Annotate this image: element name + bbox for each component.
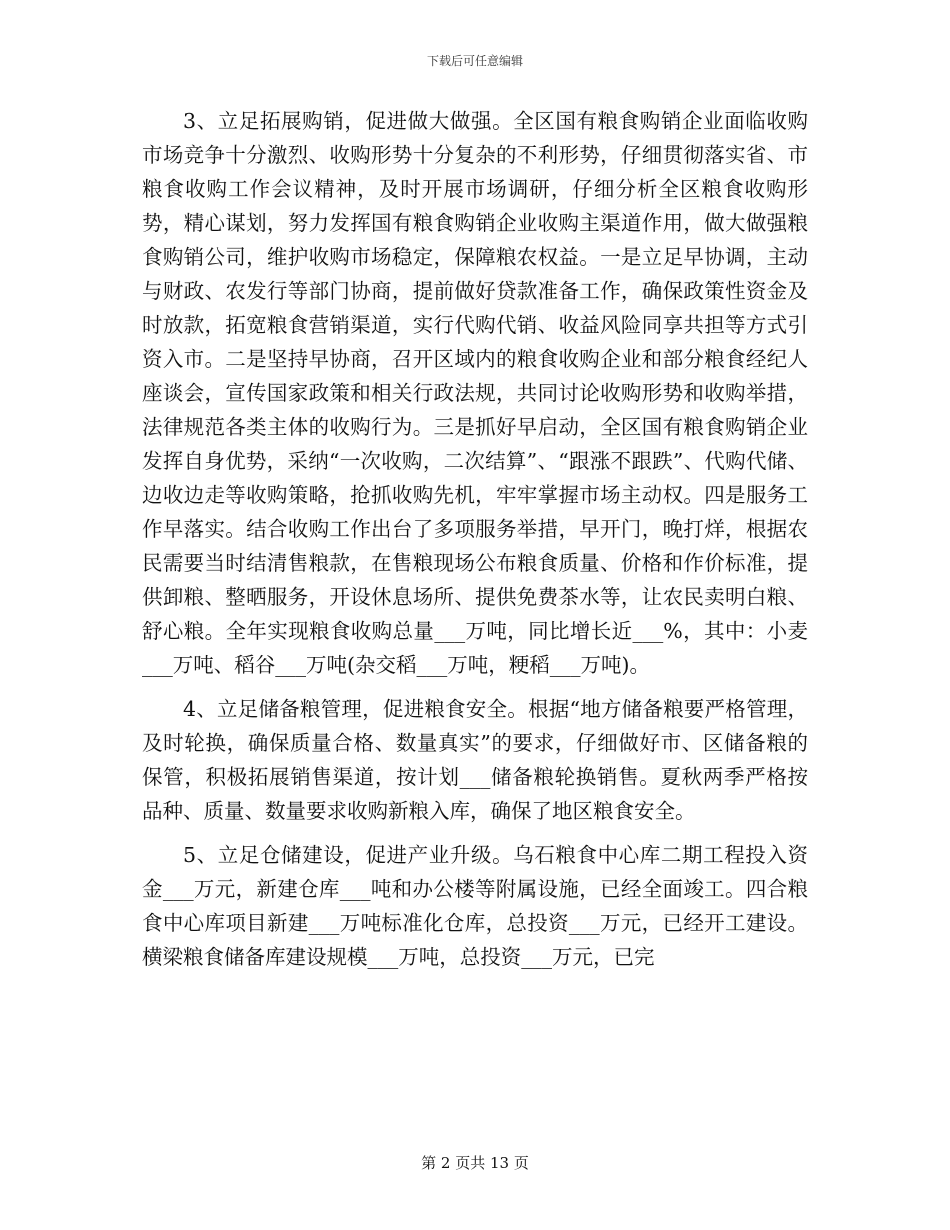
document-body xyxy=(142,104,808,974)
paragraph-storage-construction: 5、立足仓储建设，促进产业升级。乌石粮食中心库二期工程投入资金___万元，新建仓库___吨和办公楼等附属设施，已经全面竣工。四合粮食中心库项目新建___万吨标准化仓库，总投资___万元，已经开工建设。横梁粮食储备库建设规模___万吨，总投资___万元，已完 xyxy=(142,843,808,969)
page-header: 下载后可任意编辑 xyxy=(426,54,523,68)
paragraph-reserve-grain: 4、立足储备粮管理，促进粮食安全。根据“地方储备粮要严格管理，及时轮换，确保质量合格、数量真实”的要求，仔细做好市、区储备粮的保管，积极拓展销售渠道，按计划___储备粮轮换销售。夏秋两季严格按品种、质量、数量要求收购新粮入库，确保了地区粮食安全。 xyxy=(142,697,808,823)
paragraph-purchase-sales: 3、立足拓展购销，促进做大做强。全区国有粮食购销企业面临收购市场竞争十分激烈、收购形势十分复杂的不利形势，仔细贯彻落实省、市粮食收购工作会议精神，及时开展市场调研，仔细分析全区粮食收购形势，精心谋划，努力发挥国有粮食购销企业收购主渠道作用，做大做强粮食购销公司，维护收购市场稳定，保障粮农权益。一是立足早协调，主动与财政、农发行等部门协商，提前做好贷款准备工作，确保政策性资金及时放款，拓宽粮食营销渠道，实行代购代销、收益风险同享共担等方式引资入市。二是坚持早协商，召开区域内的粮食收购企业和部分粮食经纪人座谈会，宣传国家政策和相关行政法规，共同讨论收购形势和收购举措，法律规范各类主体的收购行为。三是抓好早启动，全区国有粮食购销企业发挥自身优势，采纳“一次收购，二次结算”、“跟涨不跟跌”、代购代储、边收边走等收购策略，抢抓收购先机，牢牢掌握市场主动权。四是服务工作早落实。结合收购工作出台了多项服务举措，早开门，晚打烊，根据农民需要当时结清售粮款，在售粮现场公布粮食质量、价格和作价标准，提供卸粮、整晒服务，开设休息场所、提供免费茶水等，让农民卖明白粮、舒心粮。全年实现粮食收购总量___万吨，同比增长近___%，其中：小麦___万吨、稻谷___万吨(杂交稻___万吨，粳稻___万吨)。 xyxy=(142,109,808,677)
page-number-footer: 第 2 页共 13 页 xyxy=(421,1154,529,1172)
